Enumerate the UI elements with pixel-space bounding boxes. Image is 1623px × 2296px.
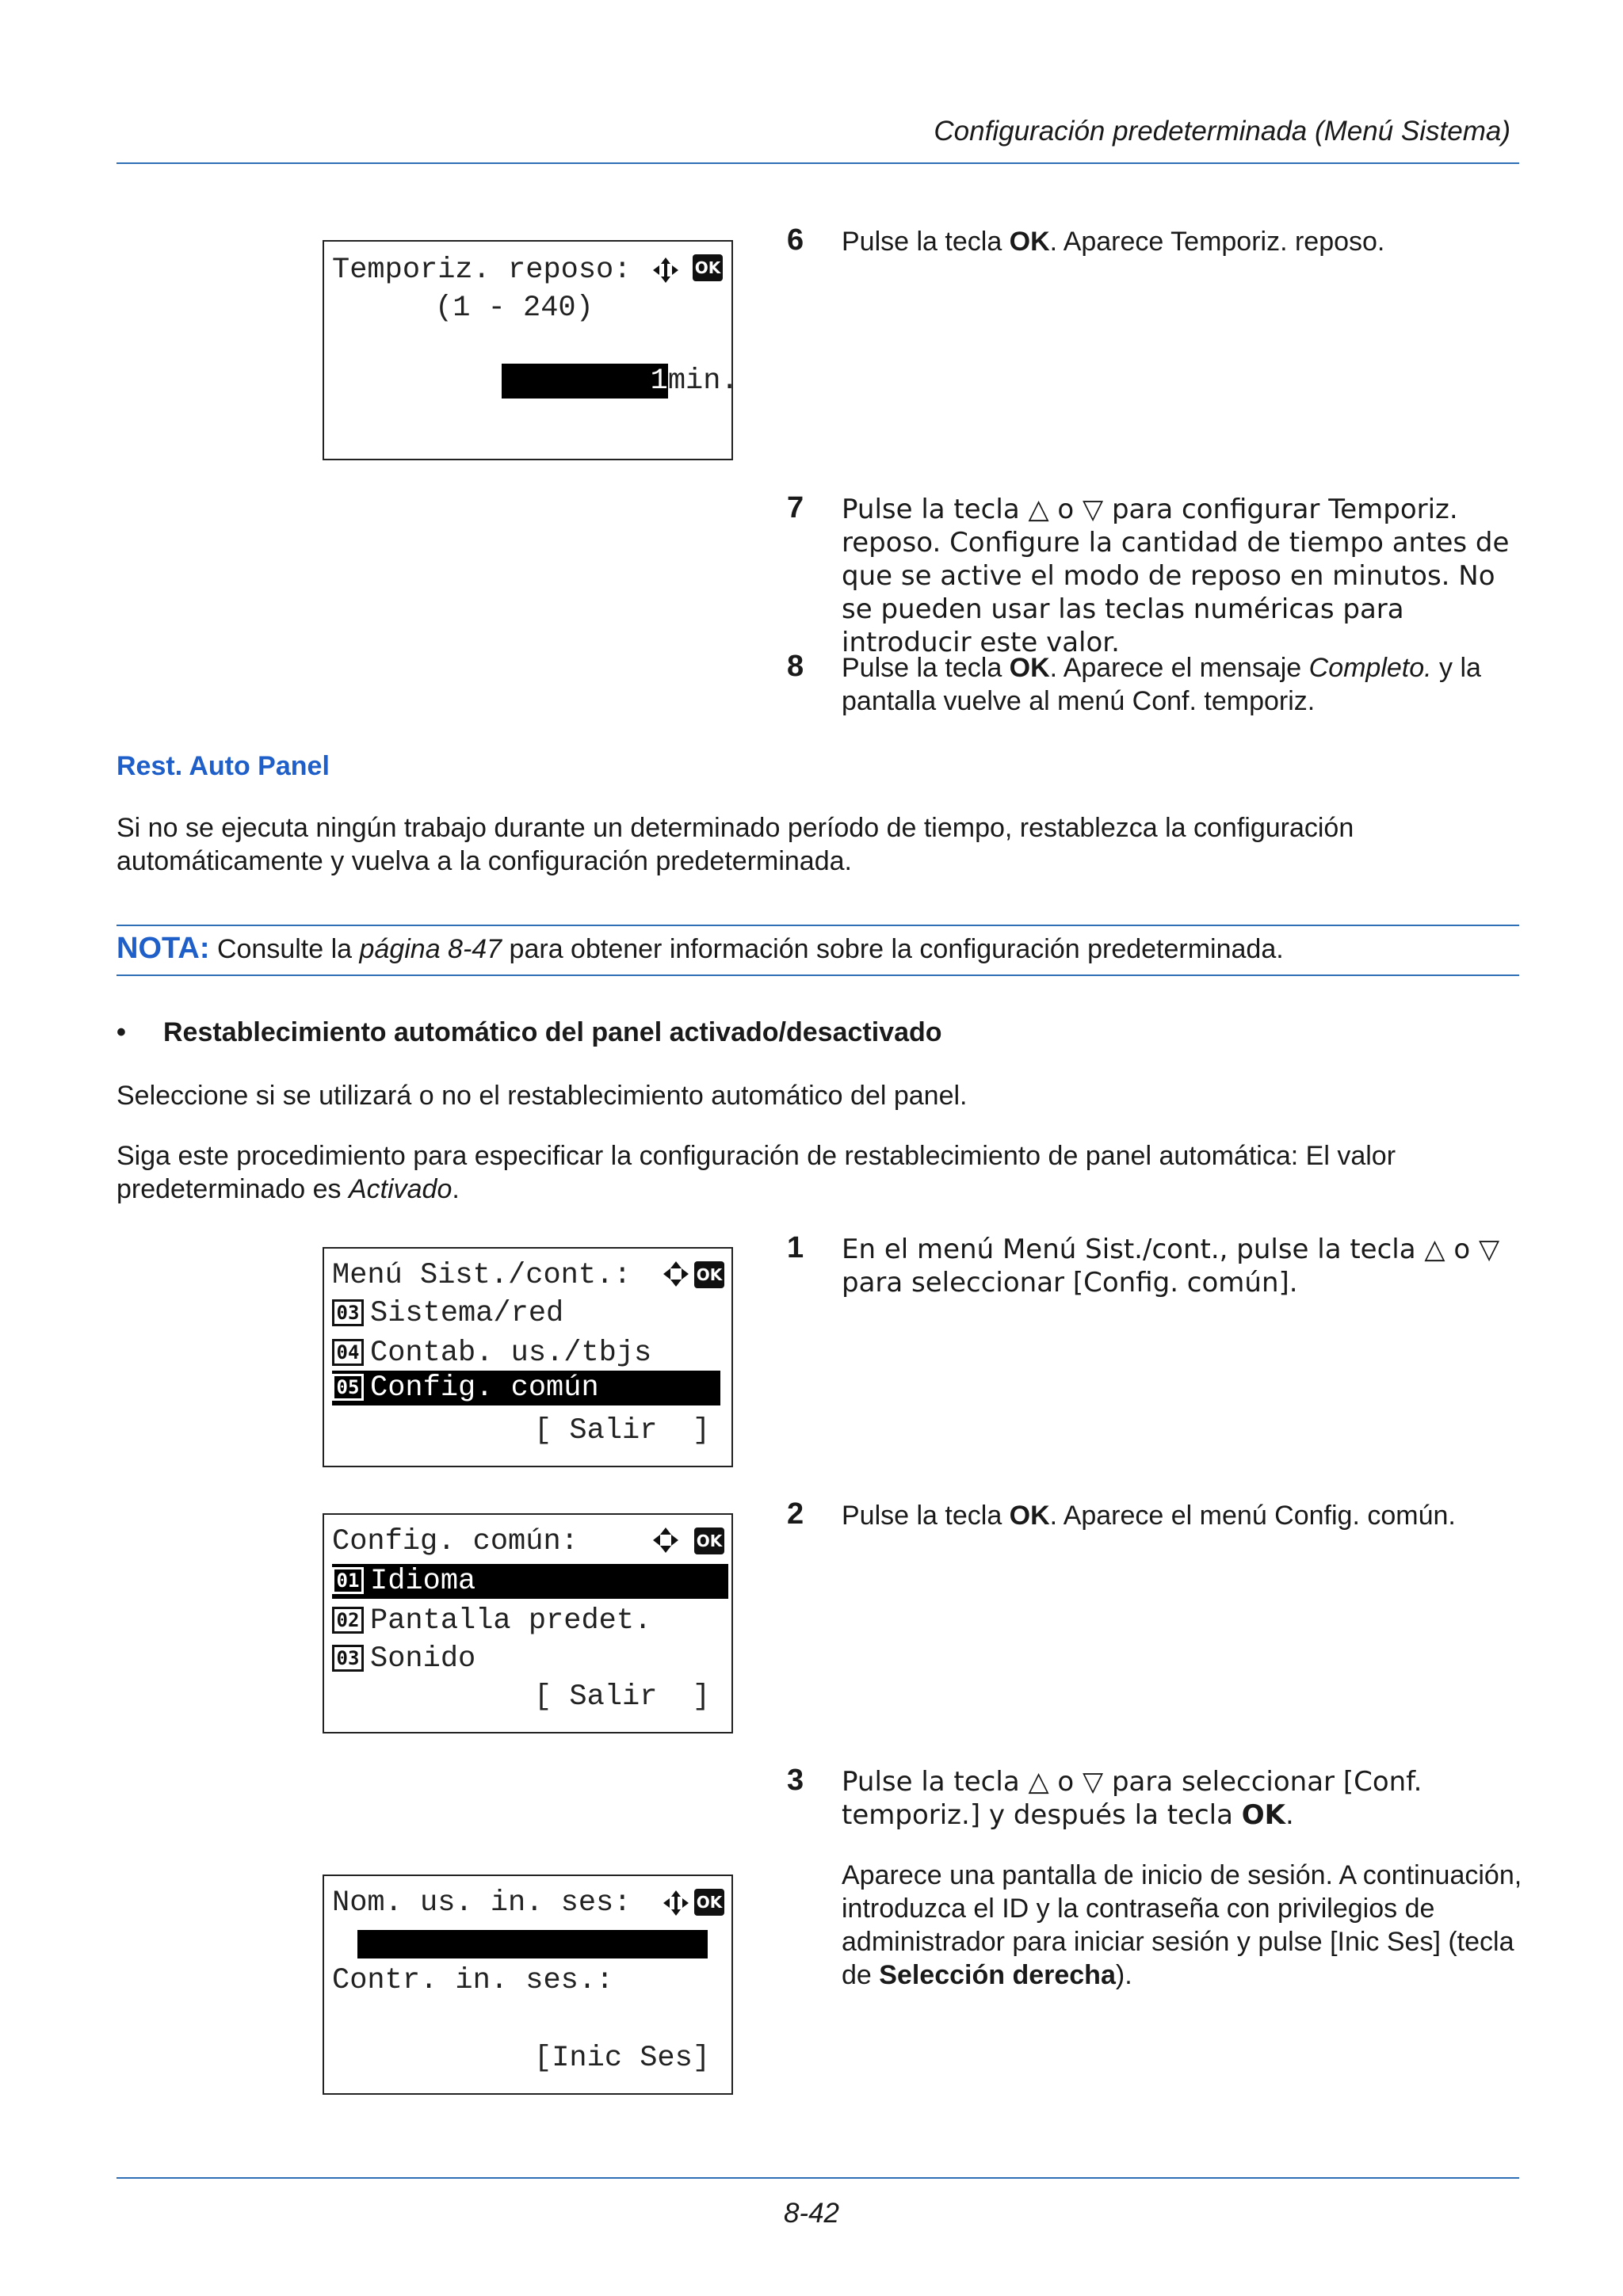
dpad-icon	[662, 1260, 690, 1288]
section-intro: Si no se ejecuta ningún trabajo durante un determinado período de tiempo, restablezca la configuración automáticamente y vuelva a la configuración predeterminada.	[116, 813, 1354, 876]
item-number-icon: 03	[332, 1645, 364, 1672]
note-label: NOTA:	[116, 932, 210, 965]
menu-item[interactable]: 03 Sistema/red	[332, 1296, 563, 1331]
step-number: 1	[787, 1231, 804, 1264]
ok-icon: OK	[694, 1261, 724, 1288]
footer-rule	[116, 2177, 1519, 2179]
step-number: 2	[787, 1497, 804, 1531]
lcd-range: (1 - 240)	[435, 292, 594, 325]
step-text: Pulse la tecla OK. Aparece el mensaje Completo. y la pantalla vuelve al menú Conf. temporiz.	[842, 653, 1481, 716]
lcd-sleep-timer	[323, 240, 739, 460]
step-number: 8	[787, 650, 804, 683]
lcd-title: Nom. us. in. ses:	[332, 1886, 632, 1920]
dpad-icon	[662, 1889, 690, 1917]
item-number-icon: 03	[332, 1299, 364, 1326]
lcd-title: Config. común:	[332, 1525, 579, 1558]
lcd-title: Temporiz. reposo:	[332, 254, 632, 287]
menu-item[interactable]: 02 Pantalla predet.	[332, 1604, 651, 1638]
exit-softkey[interactable]: [ Salir ]	[534, 1680, 711, 1714]
step-text: En el menú Menú Sist./cont., pulse la tecla △ o ▽ para seleccionar [Config. común].	[842, 1234, 1500, 1299]
step-text: Pulse la tecla △ o ▽ para configurar Temporiz. reposo. Configure la cantidad de tiempo antes de que se active el modo de reposo en minutos. No se pueden usar las teclas numéricas para introducir este valor.	[842, 494, 1510, 658]
note: NOTA: Consulte la página 8-47 para obtener información sobre la configuración predeterminada.	[116, 932, 1284, 965]
menu-item[interactable]: 03 Sonido	[332, 1642, 475, 1676]
page-number: 8-42	[783, 2198, 840, 2229]
step-detail: Aparece una pantalla de inicio de sesión. A continuación, introduzca el ID y la contraseña con privilegios de administrador para iniciar sesión y pulse [Inic Ses] (tecla de Selección derecha).	[842, 1860, 1522, 1990]
lcd-value-field: 1	[502, 364, 668, 399]
ok-icon: OK	[694, 1889, 724, 1916]
lcd-common-settings	[323, 1513, 733, 1733]
item-number-icon: 02	[332, 1607, 364, 1634]
step-number: 7	[787, 491, 804, 524]
lcd-system-menu	[323, 1247, 733, 1467]
header-title: Configuración predeterminada (Menú Sistema)	[934, 116, 1510, 147]
page-reference-link[interactable]: página 8-47	[359, 934, 502, 964]
bullet-heading: Restablecimiento automático del panel activado/desactivado	[163, 1017, 942, 1047]
lcd-title: Menú Sist./cont.:	[332, 1259, 632, 1292]
step-number: 6	[787, 223, 804, 257]
exit-softkey[interactable]: [ Salir ]	[534, 1414, 711, 1447]
dpad-icon	[651, 1526, 680, 1554]
step-text: Pulse la tecla OK. Aparece el menú Config. común.	[842, 1501, 1456, 1531]
menu-item-selected[interactable]: 05 Config. común	[332, 1371, 720, 1405]
note-rule-bottom	[116, 974, 1519, 976]
menu-item-selected[interactable]: 01 Idioma	[332, 1564, 728, 1599]
bullet: •	[116, 1017, 126, 1047]
step-number: 3	[787, 1764, 804, 1797]
menu-item[interactable]: 04 Contab. us./tbjs	[332, 1336, 651, 1371]
step-text: Pulse la tecla △ o ▽ para seleccionar [Conf. temporiz.] y después la tecla OK.	[842, 1766, 1423, 1831]
dpad-icon	[651, 256, 680, 284]
password-label: Contr. in. ses.:	[332, 1964, 614, 1997]
login-username-field[interactable]	[357, 1930, 708, 1958]
paragraph: Siga este procedimiento para especificar la configuración de restablecimiento de panel automática: El valor predeterminado es Activado.	[116, 1141, 1396, 1204]
header-rule	[116, 162, 1519, 164]
step-text: Pulse la tecla OK. Aparece Temporiz. reposo.	[842, 227, 1385, 257]
item-number-icon: 05	[332, 1374, 364, 1401]
ok-icon: OK	[694, 1527, 724, 1554]
item-number-icon: 04	[332, 1339, 364, 1366]
lcd-login	[323, 1875, 733, 2095]
paragraph: Seleccione si se utilizará o no el restablecimiento automático del panel.	[116, 1081, 968, 1111]
item-number-icon: 01	[332, 1567, 364, 1594]
lcd-unit: min.	[667, 364, 739, 398]
section-heading: Rest. Auto Panel	[116, 751, 330, 781]
login-softkey[interactable]: [Inic Ses]	[534, 2042, 711, 2075]
ok-icon: OK	[693, 254, 723, 281]
note-rule-top	[116, 925, 1519, 926]
